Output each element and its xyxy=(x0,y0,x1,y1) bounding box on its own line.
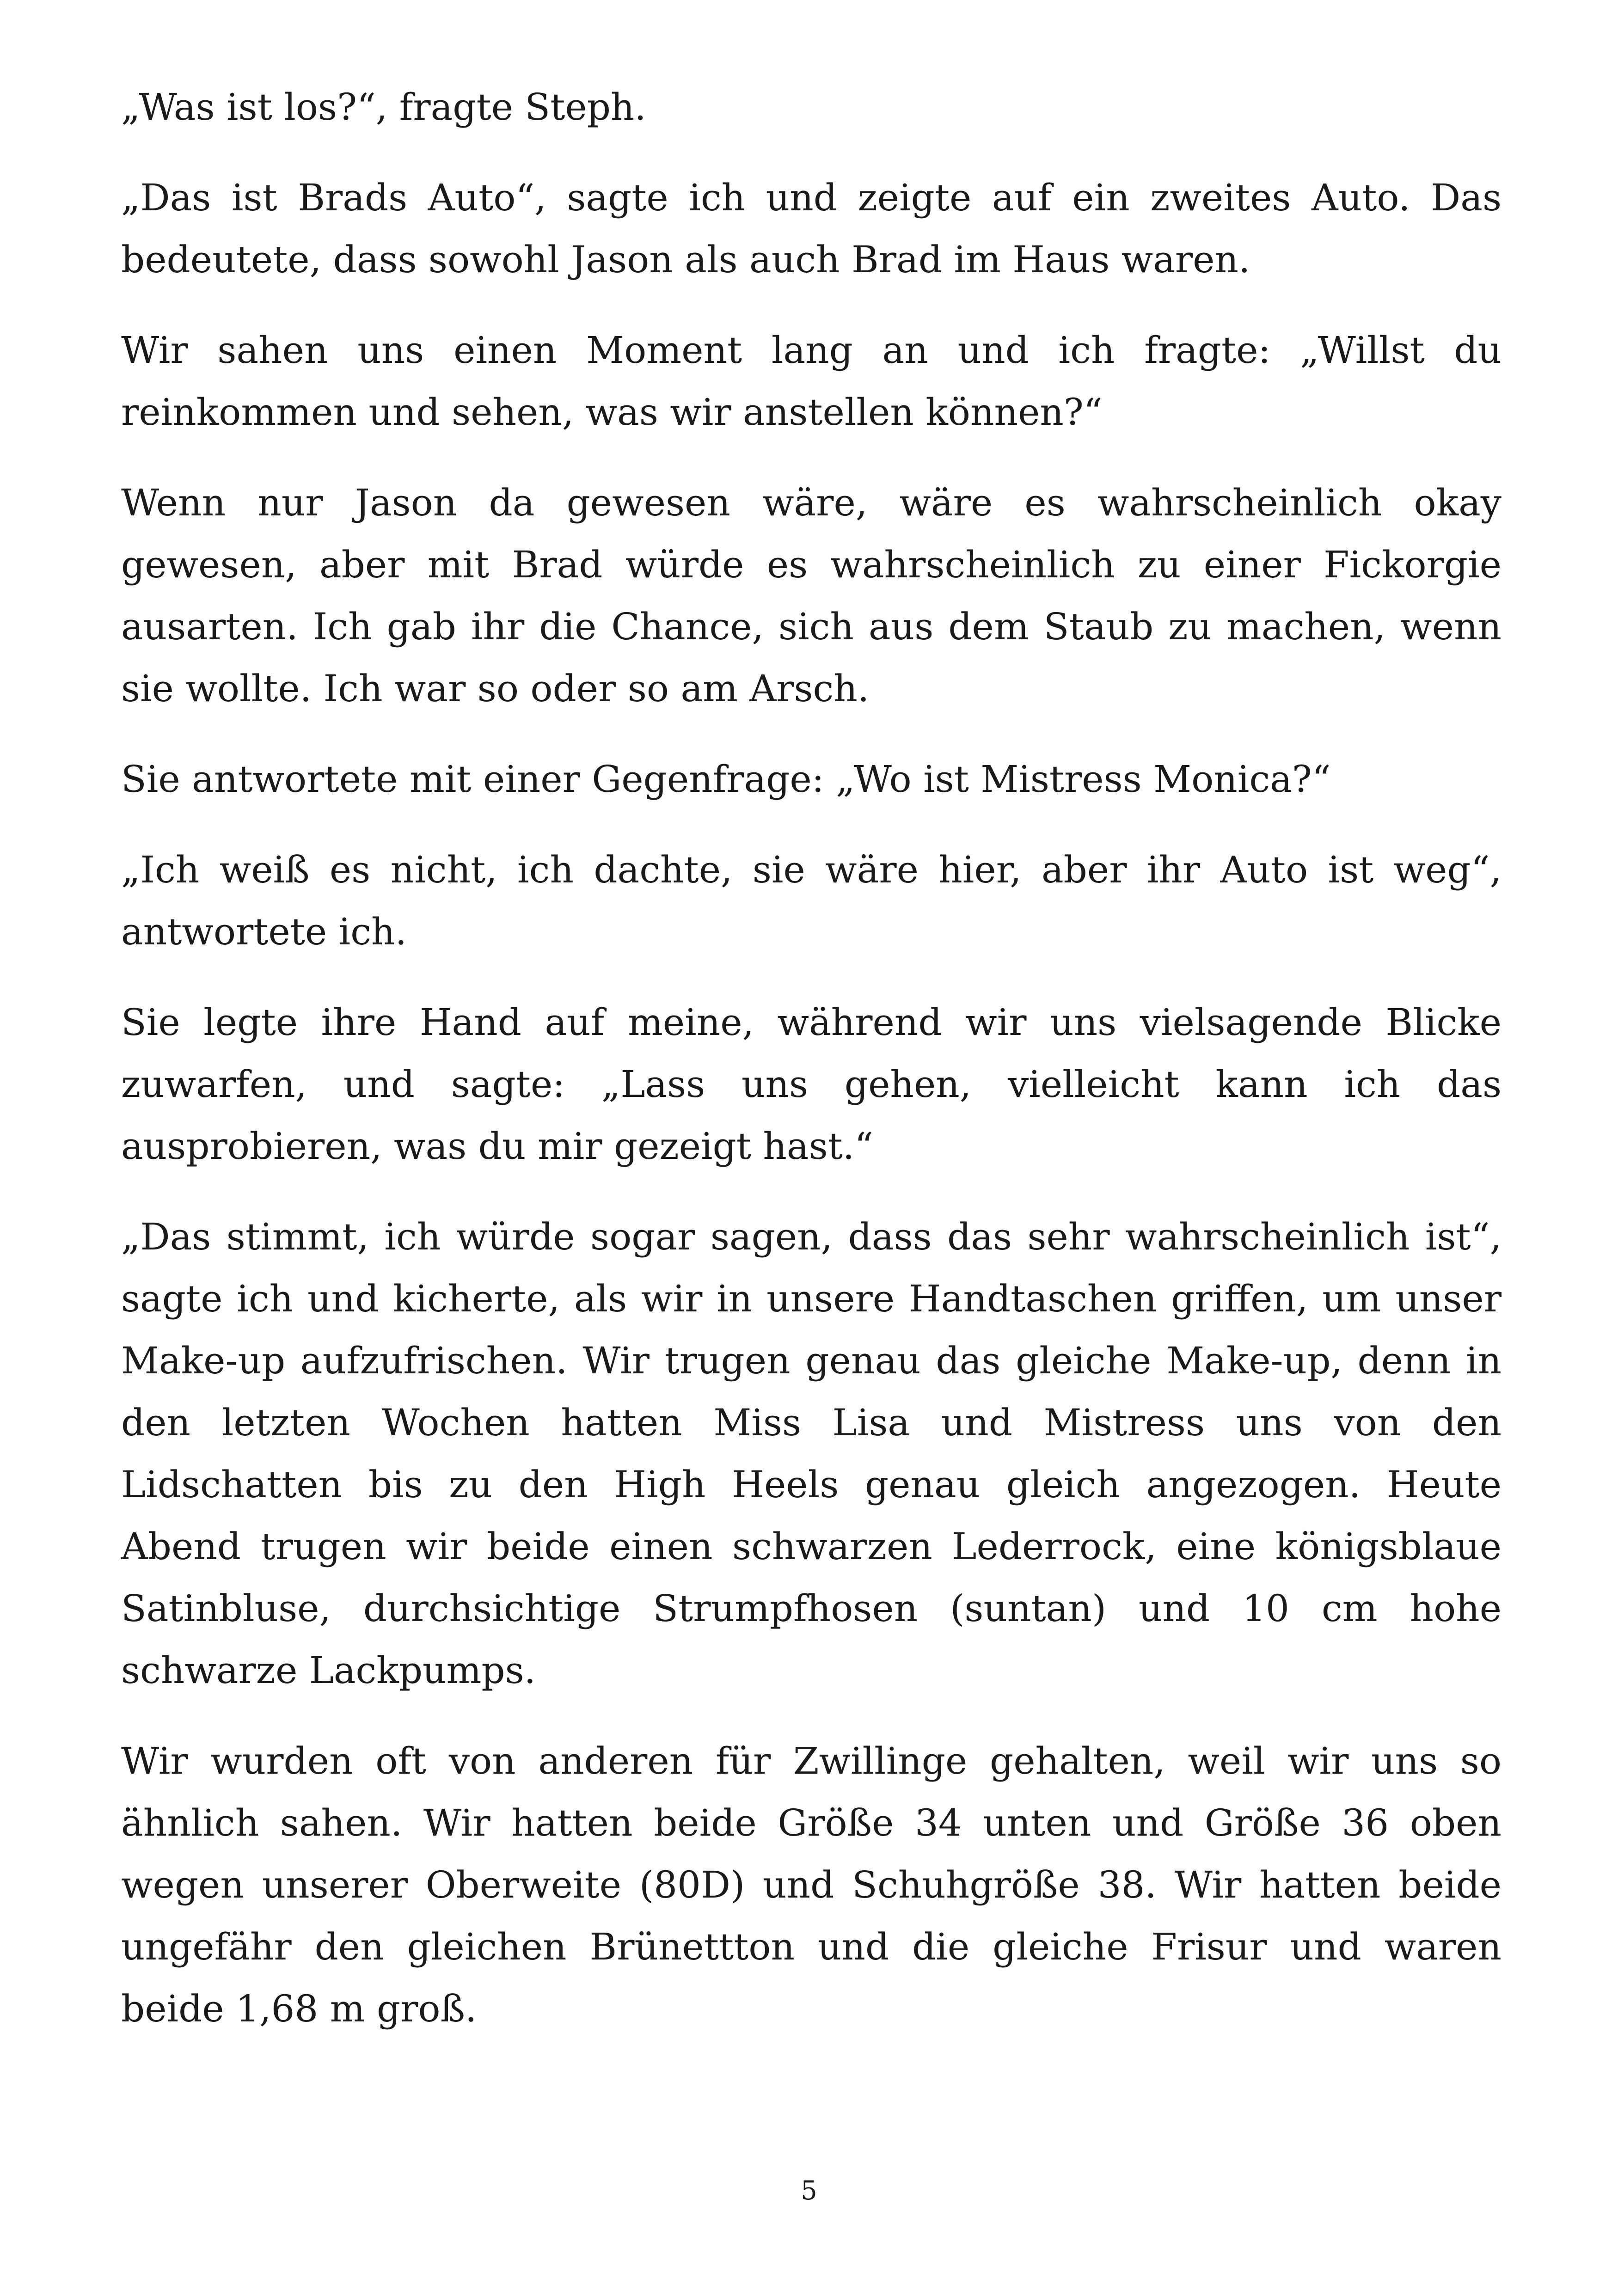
paragraph-7: Sie legte ihre Hand auf meine, während wir uns vielsagende Blicke zuwarfen, und sagte: „Lass uns gehen, vielleicht kann ich das ausprobieren, was du mir gezeigt hast.“ xyxy=(121,1001,1502,1168)
paragraph-9: Wir wurden oft von anderen für Zwillinge gehalten, weil wir uns so ähnlich sahen. Wir hatten beide Größe 34 unten und Größe 36 oben wegen unserer Oberweite (80D) und Schuhgröße 38. Wir hatten beide ungefähr den gleichen Brünettton und die gleiche Frisur und waren beide 1,68 m groß. xyxy=(121,1739,1502,2030)
paragraph-5: Sie antwortete mit einer Gegenfrage: „Wo ist Mistress Monica?“ xyxy=(121,758,1331,801)
paragraph-2: „Das ist Brads Auto“, sagte ich und zeigte auf ein zweites Auto. Das bedeutete, dass sowohl Jason als auch Brad im Haus waren. xyxy=(121,176,1502,281)
paragraph-8: „Das stimmt, ich würde sogar sagen, dass das sehr wahrscheinlich ist“, sagte ich und kicherte, als wir in unsere Handtaschen griffen, um unser Make-up aufzufrischen. Wir trugen genau das gleiche Make-up, denn in den letzten Wochen hatten Miss Lisa und Mistress uns von den Lidschatten bis zu den High Heels genau gleich angezogen. Heute Abend trugen wir beide einen schwarzen Lederrock, eine königsblaue Satinbluse, durchsichtige Strumpfhosen (suntan) und 10 cm hohe schwarze Lackpumps. xyxy=(121,1215,1502,1692)
paragraph-4: Wenn nur Jason da gewesen wäre, wäre es wahrscheinlich okay gewesen, aber mit Brad würde es wahrscheinlich zu einer Fickorgie ausarten. Ich gab ihr die Chance, sich aus dem Staub zu machen, wenn sie wollte. Ich war so oder so am Arsch. xyxy=(121,481,1502,710)
paragraph-6: „Ich weiß es nicht, ich dachte, sie wäre hier, aber ihr Auto ist weg“, antwortete ich. xyxy=(121,848,1502,953)
page-number: 5 xyxy=(801,2176,817,2206)
page-body xyxy=(121,76,1502,2069)
paragraph-3: Wir sahen uns einen Moment lang an und ich fragte: „Willst du reinkommen und sehen, was wir anstellen können?“ xyxy=(121,329,1502,434)
paragraph-1: „Was ist los?“, fragte Steph. xyxy=(121,86,646,129)
